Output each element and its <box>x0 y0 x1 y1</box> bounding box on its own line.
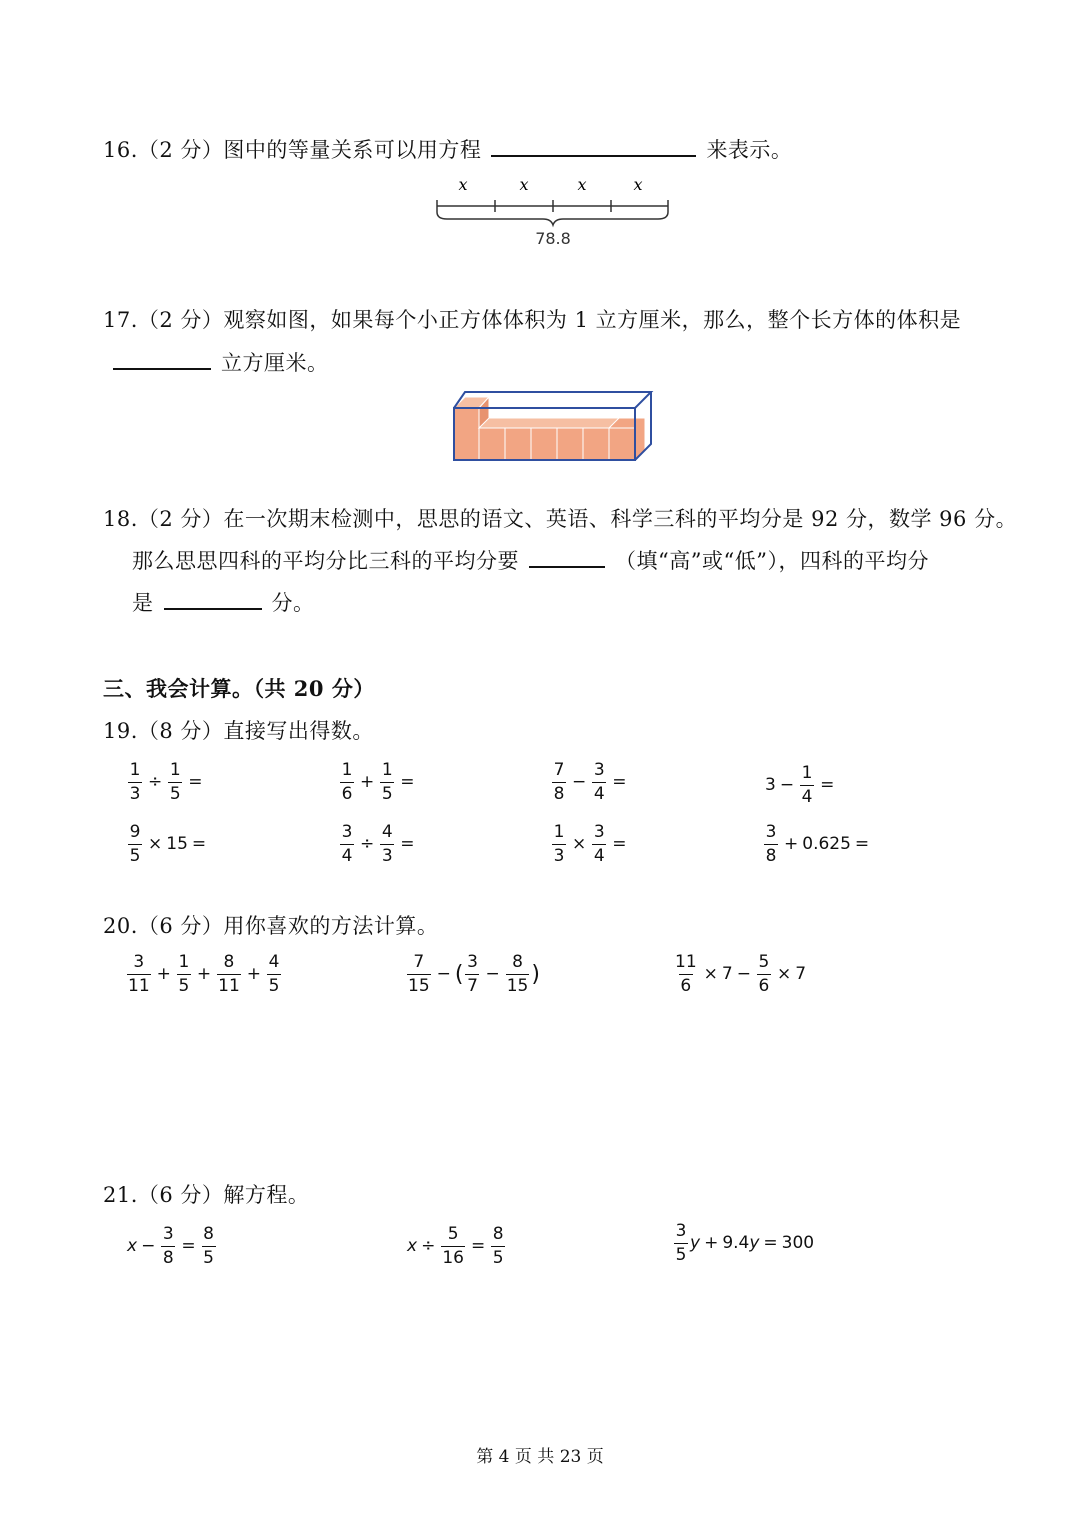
denominator: 5 <box>675 1245 687 1265</box>
operator: − <box>485 964 500 984</box>
cube <box>531 428 557 460</box>
equals: = <box>854 834 870 854</box>
equals: = <box>400 772 415 792</box>
left-paren: ( <box>454 961 464 987</box>
numerator: 5 <box>758 952 770 972</box>
operator: + <box>704 1233 719 1253</box>
variable: y <box>690 1233 701 1253</box>
denominator: 8 <box>765 846 777 866</box>
numerator: 1 <box>341 760 353 780</box>
numerator: 1 <box>801 763 813 783</box>
numerator: 9 <box>129 822 141 842</box>
denominator: 6 <box>758 976 770 996</box>
question-18-line2 <box>132 551 929 572</box>
denominator: 5 <box>203 1248 214 1268</box>
numerator: 3 <box>467 952 478 972</box>
denominator: 15 <box>408 976 430 996</box>
equals: = <box>181 1236 196 1256</box>
denominator: 5 <box>268 976 280 996</box>
denominator: 5 <box>492 1248 504 1268</box>
cube <box>505 428 531 460</box>
numerator: 3 <box>765 822 777 842</box>
denominator: 4 <box>593 784 605 804</box>
numerator: 3 <box>341 822 353 842</box>
denominator: 5 <box>129 846 141 866</box>
whole-number: 7 <box>721 964 733 984</box>
denominator: 15 <box>506 976 529 996</box>
operator: × <box>148 834 163 854</box>
answer-blank[interactable] <box>164 607 262 610</box>
expression-3 <box>672 954 806 995</box>
numerator: 1 <box>169 760 181 780</box>
denominator: 4 <box>801 787 813 807</box>
denominator: 11 <box>128 976 150 996</box>
calc-item <box>126 762 207 803</box>
equals: = <box>188 772 203 792</box>
numerator: 4 <box>381 822 393 842</box>
numerator: 5 <box>447 1224 459 1244</box>
operator: + <box>246 964 262 984</box>
operator: − <box>779 775 795 795</box>
question-18-line3 <box>132 593 315 614</box>
numerator: 8 <box>512 952 523 972</box>
answer-blank[interactable] <box>113 367 211 370</box>
operator: ÷ <box>148 772 163 792</box>
question-19-stem: 19.（8 分）直接写出得数。 <box>103 719 374 743</box>
operator: − <box>141 1236 156 1256</box>
equation-2 <box>407 1226 507 1267</box>
denominator: 3 <box>553 846 565 866</box>
variable: x <box>127 1236 138 1256</box>
question-18-line3-b: 分。 <box>271 591 315 615</box>
denominator: 16 <box>442 1248 464 1268</box>
equals: = <box>191 834 207 854</box>
question-16-tail: 来表示。 <box>706 138 793 162</box>
operator: − <box>436 964 451 984</box>
segment-total: 78.8 <box>535 229 571 248</box>
expression-1 <box>125 954 283 995</box>
numerator: 3 <box>133 952 145 972</box>
denominator: 5 <box>169 784 181 804</box>
answer-blank[interactable] <box>529 565 605 568</box>
operator: − <box>736 964 751 984</box>
numerator: 11 <box>675 952 697 972</box>
numerator: 8 <box>492 1224 504 1244</box>
denominator: 5 <box>178 976 190 996</box>
operator: × <box>572 834 587 854</box>
question-18-line2-b: （填“高”或“低”），四科的平均分 <box>615 549 929 573</box>
coefficient: 9.4 <box>722 1233 750 1253</box>
denominator: 7 <box>467 976 478 996</box>
numerator: 3 <box>593 822 605 842</box>
denominator: 5 <box>381 784 393 804</box>
calc-item <box>762 824 873 865</box>
cube <box>609 428 635 460</box>
equals: = <box>763 1233 778 1253</box>
numerator: 8 <box>203 1224 214 1244</box>
equals: = <box>470 1236 486 1256</box>
denominator: 4 <box>593 846 605 866</box>
question-17-tail: 立方厘米。 <box>221 351 329 375</box>
operator: + <box>360 772 375 792</box>
question-18-line1: 18.（2 分）在一次期末检测中，思思的语文、英语、科学三科的平均分是 92 分，数学 96 分。 <box>103 507 1018 531</box>
cube <box>557 428 583 460</box>
numerator: 4 <box>268 952 280 972</box>
operator: + <box>156 964 171 984</box>
decimal-number: 0.625 <box>802 834 851 854</box>
segment-label-x: x <box>633 175 643 194</box>
equation-3 <box>672 1223 814 1264</box>
result: 300 <box>781 1233 815 1253</box>
numerator: 7 <box>553 760 565 780</box>
denominator: 3 <box>381 846 393 866</box>
variable: x <box>407 1236 418 1256</box>
segment-diagram <box>425 172 680 252</box>
denominator: 6 <box>341 784 353 804</box>
numerator: 1 <box>129 760 141 780</box>
variable: y <box>749 1233 760 1253</box>
numerator: 7 <box>413 952 425 972</box>
section-heading: 三、我会计算。（共 20 分） <box>103 676 375 701</box>
operator: − <box>572 772 587 792</box>
question-18-line2-a: 那么思思四科的平均分比三科的平均分要 <box>132 549 519 573</box>
brace <box>437 212 668 225</box>
numerator: 1 <box>178 952 190 972</box>
right-paren: ) <box>531 961 540 987</box>
denominator: 4 <box>341 846 353 866</box>
equation-1 <box>127 1226 218 1267</box>
cube <box>479 428 505 460</box>
operator: ÷ <box>421 1236 436 1256</box>
whole-number: 3 <box>765 775 776 795</box>
calc-item <box>550 824 631 865</box>
question-16-stem: 16.（2 分）图中的等量关系可以用方程 <box>103 138 482 162</box>
denominator: 8 <box>553 784 565 804</box>
operator: + <box>196 964 212 984</box>
operator: + <box>784 834 799 854</box>
segment-label-x: x <box>577 175 587 194</box>
equals: = <box>820 775 835 795</box>
question-17-stem: 17.（2 分）观察如图，如果每个小正方体体积为 1 立方厘米，那么，整个长方体的体积是 <box>103 308 962 332</box>
equals: = <box>612 834 627 854</box>
expression-2 <box>405 954 540 995</box>
denominator: 8 <box>162 1248 174 1268</box>
whole-number: 7 <box>795 964 807 984</box>
equals: = <box>612 772 627 792</box>
cuboid-figure <box>448 386 658 466</box>
calc-item <box>765 765 838 806</box>
segment-label-x: x <box>458 175 468 194</box>
denominator: 6 <box>680 976 692 996</box>
page-footer: 第 4 页 共 23 页 <box>476 1447 604 1467</box>
whole-number: 15 <box>166 834 188 854</box>
operator: × <box>776 964 792 984</box>
calc-item <box>126 824 210 865</box>
cube <box>583 428 609 460</box>
numerator: 1 <box>553 822 565 842</box>
answer-blank[interactable] <box>491 154 696 157</box>
cube-column <box>454 408 479 460</box>
numerator: 3 <box>675 1221 687 1241</box>
denominator: 11 <box>218 976 240 996</box>
equals: = <box>400 834 415 854</box>
calc-item <box>338 824 419 865</box>
question-20-stem: 20.（6 分）用你喜欢的方法计算。 <box>103 914 439 938</box>
segment-label-x: x <box>519 175 529 194</box>
numerator: 3 <box>162 1224 174 1244</box>
operator: × <box>703 964 718 984</box>
operator: ÷ <box>360 834 375 854</box>
numerator: 8 <box>223 952 235 972</box>
denominator: 3 <box>129 784 141 804</box>
question-18-line3-a: 是 <box>132 591 154 615</box>
numerator: 1 <box>381 760 393 780</box>
question-16 <box>103 140 792 161</box>
calc-item <box>338 762 419 803</box>
numerator: 3 <box>593 760 605 780</box>
calc-item <box>550 762 631 803</box>
question-21-stem: 21.（6 分）解方程。 <box>103 1183 310 1207</box>
question-17-line2 <box>103 353 329 374</box>
